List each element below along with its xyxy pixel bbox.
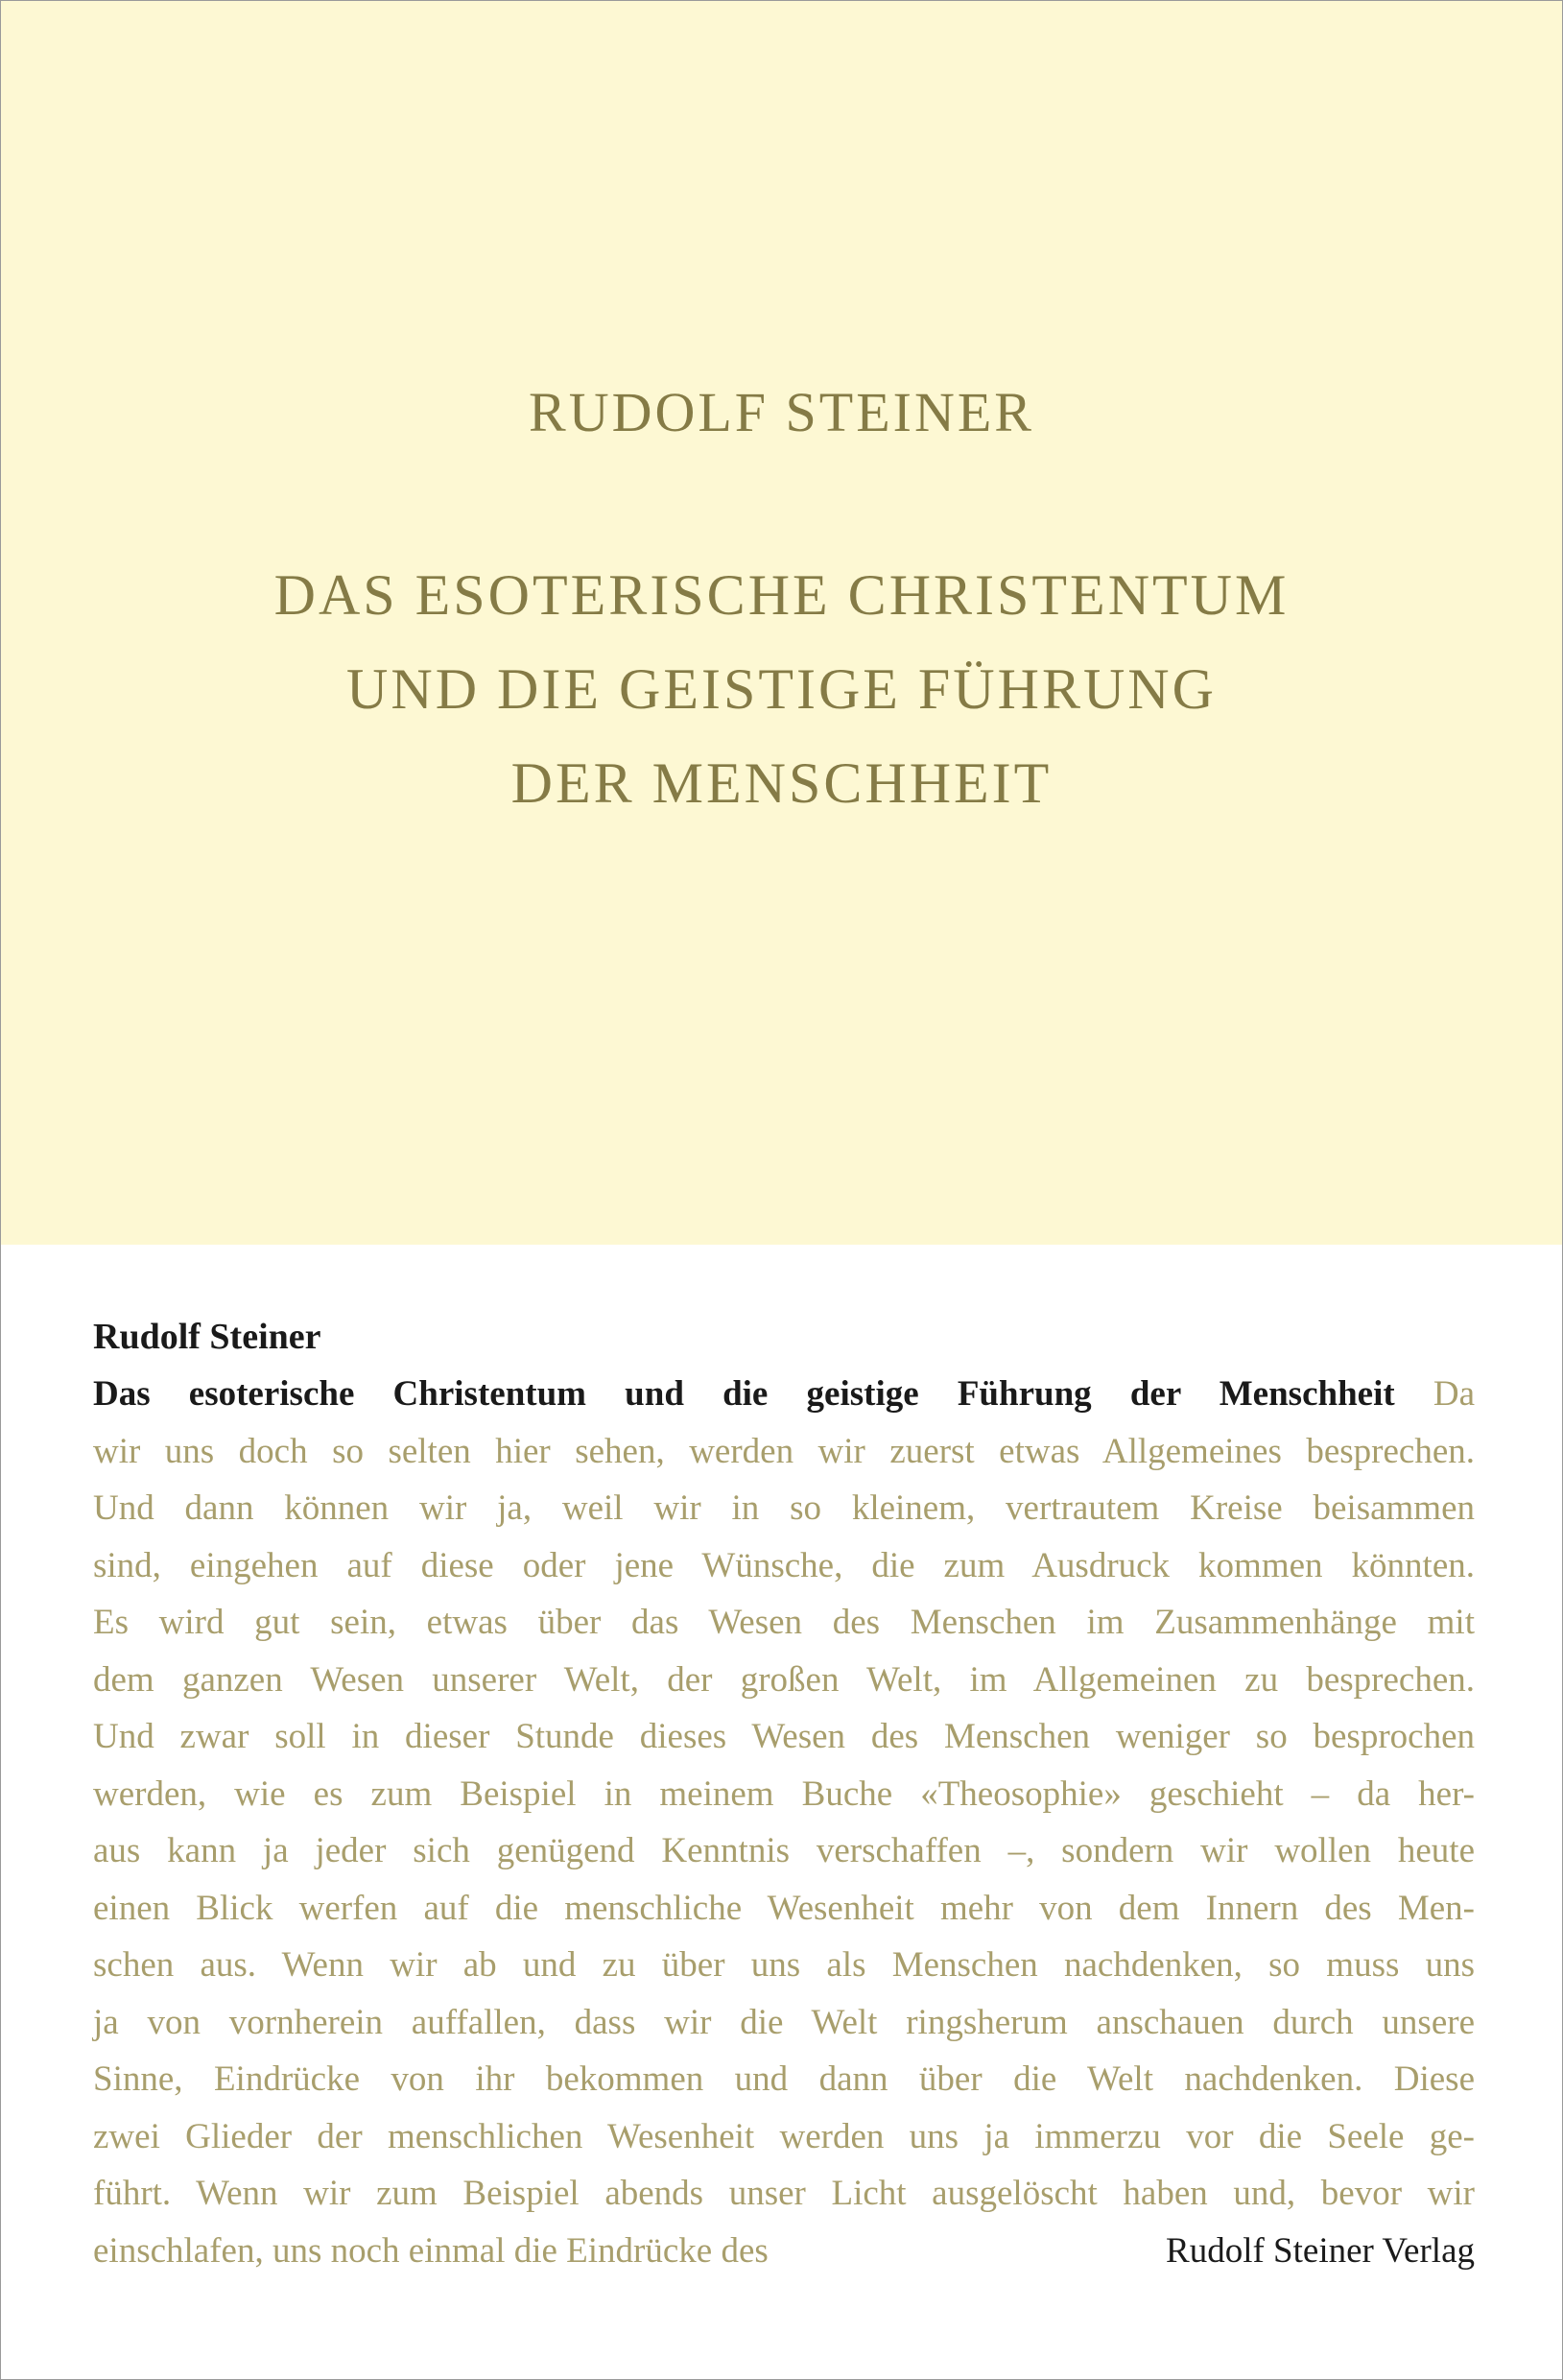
cover-title-line: DER MENSCHHEIT bbox=[510, 751, 1053, 815]
excerpt-line: Und zwar soll in dieser Stunde dieses Wesen des Menschen weniger so besprochen bbox=[93, 1717, 1475, 1756]
excerpt-line: dem ganzen Wesen unserer Welt, der großen Welt, im Allgemeinen zu besprechen. bbox=[93, 1659, 1475, 1700]
excerpt-line: wir uns doch so selten hier sehen, werden wir zuerst etwas Allgemeines besprechen. bbox=[93, 1431, 1475, 1471]
cover-author: RUDOLF STEINER bbox=[529, 381, 1034, 443]
excerpt-line-start: Da bbox=[1433, 1374, 1475, 1414]
excerpt-last-line: einschlafen, uns noch einmal die Eindrücke des bbox=[93, 2230, 769, 2271]
back-author: Rudolf Steiner bbox=[93, 1317, 321, 1357]
cover-title-line: UND DIE GEISTIGE FÜHRUNG bbox=[346, 657, 1217, 721]
cover-title bbox=[1, 548, 1562, 830]
publisher-name: Rudolf Steiner Verlag bbox=[1166, 2230, 1475, 2271]
excerpt-line: Sinne, Eindrücke von ihr bekommen und dann über die Welt nachdenken. Diese bbox=[93, 2059, 1475, 2099]
excerpt-line: sind, eingehen auf diese oder jene Wünsche, die zum Ausdruck kommen könnten. bbox=[93, 1545, 1475, 1585]
excerpt-line: einen Blick werfen auf die menschliche Wesenheit mehr von dem Innern des Men- bbox=[93, 1888, 1475, 1928]
excerpt-line: führt. Wenn wir zum Beispiel abends unser Licht ausgelöscht haben und, bevor wir bbox=[93, 2174, 1475, 2213]
excerpt-line: zwei Glieder der menschlichen Wesenheit werden uns ja immerzu vor die Seele ge- bbox=[93, 2116, 1475, 2156]
excerpt-first-line bbox=[93, 1366, 1475, 1423]
excerpt-line: aus kann ja jeder sich genügend Kenntnis verschaffen –, sondern wir wollen heute bbox=[93, 1831, 1475, 1870]
excerpt-line: ja von vornherein auffallen, dass wir die Welt ringsherum anschauen durch unsere bbox=[93, 2002, 1475, 2042]
excerpt-line: Und dann können wir ja, weil wir in so kleinem, vertrautem Kreise beisammen bbox=[93, 1488, 1475, 1528]
excerpt-line: Es wird gut sein, etwas über das Wesen des Menschen im Zusammenhänge mit bbox=[93, 1603, 1475, 1642]
cover-title-line: DAS ESOTERISCHE CHRISTENTUM bbox=[273, 563, 1290, 627]
back-cover-text-block bbox=[93, 1308, 1475, 2279]
excerpt-line: schen aus. Wenn wir ab und zu über uns als Menschen nachdenken, so muss uns bbox=[93, 1945, 1475, 1985]
excerpt-text bbox=[93, 1366, 1475, 2223]
back-book-title: Das esoterische Christentum und die geistige Führung der Menschheit bbox=[93, 1374, 1395, 1414]
excerpt-last-row bbox=[93, 2223, 1475, 2280]
cover-front-panel bbox=[1, 1, 1562, 1245]
excerpt-line: werden, wie es zum Beispiel in meinem Buche «Theosophie» geschieht – da her- bbox=[93, 1773, 1475, 1814]
